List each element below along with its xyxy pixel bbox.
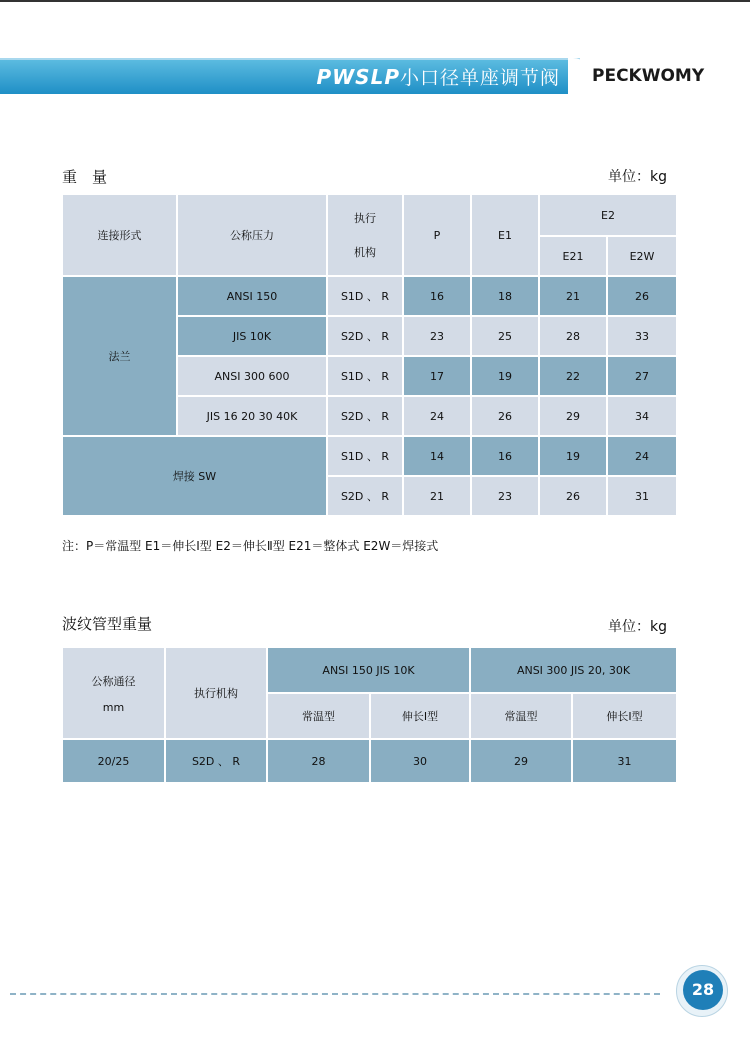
page-number: 28 [683, 970, 723, 1010]
logo-arc [568, 58, 592, 96]
value-cell: 28 [267, 739, 370, 783]
e1-cell: 19 [471, 356, 539, 396]
pressure-cell: JIS 10K [177, 316, 327, 356]
p-cell: 23 [403, 316, 471, 356]
header-ext-1: 伸长Ⅰ型 [370, 693, 470, 739]
e21-cell: 29 [539, 396, 607, 436]
e21-cell: 19 [539, 436, 607, 476]
p-cell: 21 [403, 476, 471, 516]
brand-logo: PECKWOMY [592, 66, 705, 86]
e2w-cell: 33 [607, 316, 677, 356]
e21-cell: 21 [539, 276, 607, 316]
flange-cell: 法兰 [62, 276, 177, 436]
weight-table [61, 193, 678, 517]
header-actuator-line1: 执行 [354, 212, 376, 225]
e2w-cell: 34 [607, 396, 677, 436]
pressure-cell: JIS 16 20 30 40K [177, 396, 327, 436]
header-normal-2: 常温型 [470, 693, 572, 739]
e1-cell: 26 [471, 396, 539, 436]
header-title [0, 60, 560, 94]
header-nominal-line2: mm [102, 700, 125, 714]
weight-unit-label: 单位：kg [608, 169, 667, 185]
actuator-cell: S2D 、 R [327, 316, 403, 356]
e1-cell: 18 [471, 276, 539, 316]
e1-cell: 23 [471, 476, 539, 516]
legend-note: 注：P＝常温型 E1＝伸长Ⅰ型 E2＝伸长Ⅱ型 E21＝整体式 E2W＝焊接式 [62, 539, 439, 553]
p-cell: 14 [403, 436, 471, 476]
header-connection: 连接形式 [62, 194, 177, 276]
actuator-cell: S2D 、 R [165, 739, 267, 783]
actuator-cell: S2D 、 R [327, 476, 403, 516]
header-nominal-line1: 公称通径 [91, 674, 136, 688]
actuator-cell: S2D 、 R [327, 396, 403, 436]
header-actuator-line2: 机构 [354, 246, 376, 259]
header-title-latin: PWSLP [316, 65, 400, 89]
header-ext-2: 伸长Ⅰ型 [572, 693, 677, 739]
p-cell: 16 [403, 276, 471, 316]
footer-dashed-line [10, 993, 660, 995]
header-title-cn: 小口径单座调节阀 [399, 67, 560, 89]
header-e21: E21 [539, 236, 607, 276]
p-cell: 17 [403, 356, 471, 396]
header-p: P [403, 194, 471, 276]
value-cell: 31 [572, 739, 677, 783]
value-cell: 29 [470, 739, 572, 783]
weld-cell: 焊接 SW [62, 436, 327, 516]
header-actuator: 执行机构 [165, 647, 267, 739]
e1-cell: 25 [471, 316, 539, 356]
pressure-cell: ANSI 150 [177, 276, 327, 316]
header-group1: ANSI 150 JIS 10K [267, 647, 470, 693]
e2w-cell: 24 [607, 436, 677, 476]
size-cell: 20/25 [62, 739, 165, 783]
e2w-cell: 27 [607, 356, 677, 396]
value-cell: 30 [370, 739, 470, 783]
bellows-section-title: 波纹管型重量 [62, 615, 153, 633]
e2w-cell: 26 [607, 276, 677, 316]
header-pressure: 公称压力 [177, 194, 327, 276]
p-cell: 24 [403, 396, 471, 436]
header-group2: ANSI 300 JIS 20, 30K [470, 647, 677, 693]
bellows-unit-label: 单位：kg [608, 619, 667, 635]
header-e2: E2 [539, 194, 677, 236]
e21-cell: 26 [539, 476, 607, 516]
header-actuator [327, 194, 403, 276]
header-e2w: E2W [607, 236, 677, 276]
e21-cell: 28 [539, 316, 607, 356]
header-normal-1: 常温型 [267, 693, 370, 739]
top-rule [0, 0, 750, 2]
e1-cell: 16 [471, 436, 539, 476]
bellows-table [61, 646, 678, 784]
header-e1: E1 [471, 194, 539, 276]
e2w-cell: 31 [607, 476, 677, 516]
actuator-cell: S1D 、 R [327, 276, 403, 316]
e21-cell: 22 [539, 356, 607, 396]
actuator-cell: S1D 、 R [327, 356, 403, 396]
actuator-cell: S1D 、 R [327, 436, 403, 476]
pressure-cell: ANSI 300 600 [177, 356, 327, 396]
header-nominal [62, 647, 165, 739]
weight-section-title: 重 量 [62, 168, 108, 186]
